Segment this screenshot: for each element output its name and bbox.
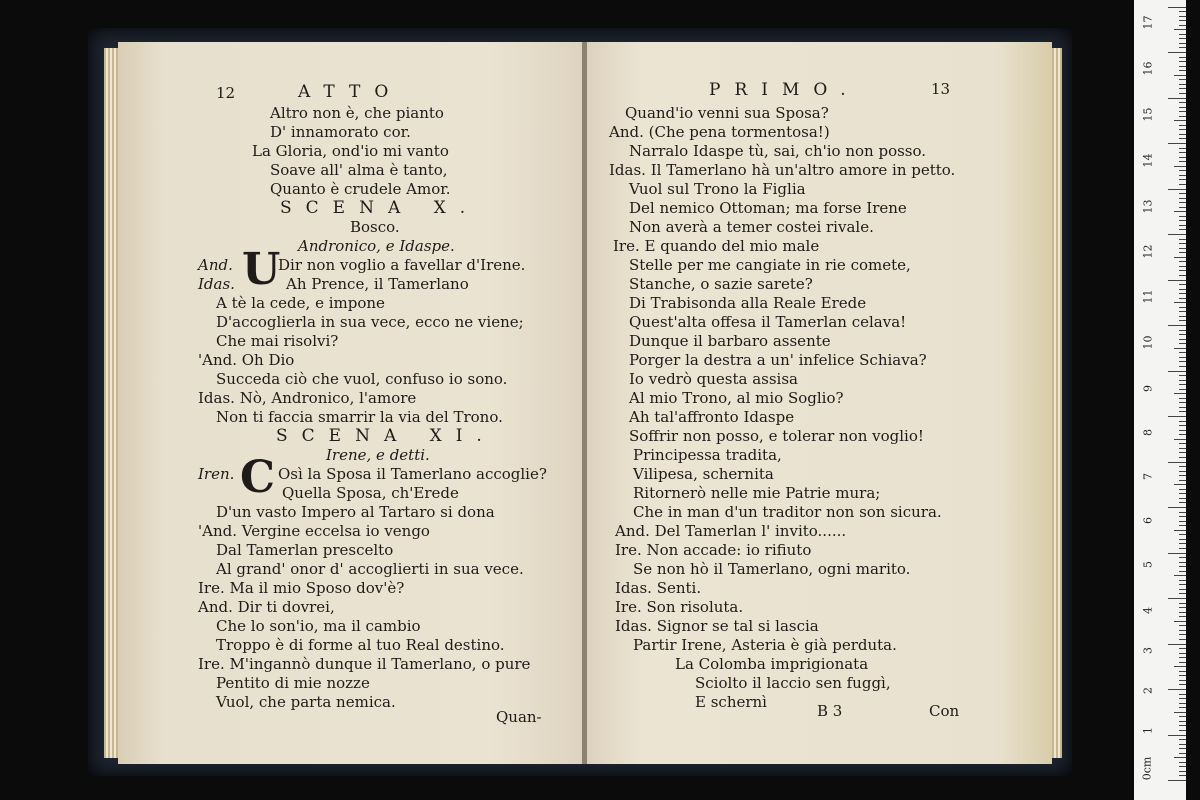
ruler-tick	[1179, 34, 1186, 35]
ruler-tick	[1179, 571, 1186, 572]
ruler-tick	[1179, 657, 1186, 658]
ruler-tick	[1179, 20, 1186, 21]
ruler-tick	[1179, 534, 1186, 535]
ruler-number: 6	[1141, 517, 1155, 524]
ruler-tick	[1179, 79, 1186, 80]
ruler-number: 5	[1141, 561, 1155, 568]
ruler-number: 2	[1141, 687, 1155, 694]
ruler-tick	[1168, 325, 1186, 326]
catchword: Quan-	[496, 708, 542, 726]
text-line: La Colomba imprigionata	[675, 655, 869, 673]
ruler-tick	[1174, 666, 1186, 667]
text-line: Se non hò il Tamerlano, ogni marito.	[633, 560, 911, 578]
text-line: 'And. Vergine eccelsa io vengo	[198, 522, 430, 540]
ruler-tick	[1179, 11, 1186, 12]
ruler-tick	[1179, 47, 1186, 48]
text-line: Soffrir non posso, e tolerar non voglio!	[629, 427, 924, 445]
ruler-tick	[1179, 129, 1186, 130]
measurement-ruler	[1134, 0, 1186, 800]
stage-direction: Bosco.	[350, 218, 400, 236]
ruler-tick	[1168, 644, 1186, 645]
ruler-tick	[1179, 407, 1186, 408]
ruler-tick	[1179, 198, 1186, 199]
ruler-tick	[1179, 352, 1186, 353]
ruler-tick	[1179, 411, 1186, 412]
ruler-tick	[1168, 52, 1186, 53]
ruler-tick	[1168, 780, 1186, 781]
ruler-tick	[1179, 612, 1186, 613]
ruler-tick	[1179, 357, 1186, 358]
ruler-tick	[1179, 584, 1186, 585]
text-line: Ire. M'ingannò dunque il Tamerlano, o pure	[198, 655, 531, 673]
text-line: Idas. Signor se tal si lascia	[615, 617, 819, 635]
text-line: And. Dir ti dovrei,	[198, 598, 335, 616]
ruler-tick	[1179, 116, 1186, 117]
ruler-tick	[1179, 343, 1186, 344]
ruler-tick	[1179, 66, 1186, 67]
ruler-tick	[1168, 371, 1186, 372]
text-line: Io vedrò questa assisa	[629, 370, 798, 388]
ruler-tick	[1179, 639, 1186, 640]
page-number: 13	[931, 80, 951, 98]
ruler-tick	[1179, 671, 1186, 672]
ruler-tick	[1179, 261, 1186, 262]
text-line: Quest'alta offesa il Tamerlan celava!	[629, 313, 907, 331]
running-header: PRIMO.	[709, 80, 860, 100]
ruler-tick	[1174, 484, 1186, 485]
text-line: Al mio Trono, al mio Soglio?	[629, 389, 844, 407]
ruler-tick	[1179, 248, 1186, 249]
ruler-tick	[1179, 430, 1186, 431]
text-line: E schernì	[695, 693, 767, 711]
right-page	[587, 42, 1052, 764]
ruler-tick	[1179, 316, 1186, 317]
ruler-number: 8	[1141, 429, 1155, 436]
ruler-tick	[1174, 348, 1186, 349]
ruler-tick	[1179, 566, 1186, 567]
ruler-tick	[1179, 448, 1186, 449]
ruler-tick	[1179, 548, 1186, 549]
ruler-tick	[1179, 225, 1186, 226]
ruler-tick	[1168, 98, 1186, 99]
text-line: Idas. Il Tamerlano hà un'altro amore in petto.	[609, 161, 956, 179]
ruler-tick	[1174, 75, 1186, 76]
ruler-tick	[1179, 298, 1186, 299]
ruler-tick	[1174, 530, 1186, 531]
ruler-tick	[1179, 43, 1186, 44]
ruler-tick	[1179, 275, 1186, 276]
ruler-tick	[1174, 211, 1186, 212]
ruler-tick	[1179, 202, 1186, 203]
page-number: 12	[216, 84, 236, 102]
ruler-tick	[1179, 138, 1186, 139]
ruler-tick	[1179, 70, 1186, 71]
ruler-tick	[1174, 120, 1186, 121]
ruler-tick	[1174, 29, 1186, 30]
ruler-tick	[1179, 16, 1186, 17]
ruler-tick	[1179, 471, 1186, 472]
catchword: Con	[929, 702, 960, 720]
ruler-tick	[1179, 452, 1186, 453]
text-line: Quella Sposa, ch'Erede	[282, 484, 459, 502]
ruler-tick	[1179, 152, 1186, 153]
ruler-tick	[1168, 689, 1186, 690]
ruler-tick	[1179, 771, 1186, 772]
ruler-tick	[1168, 507, 1186, 508]
speaker: Iren.	[198, 465, 235, 483]
text-line: Di Trabisonda alla Reale Erede	[629, 294, 867, 312]
ruler-tick	[1179, 334, 1186, 335]
text-line: Idas. Senti.	[615, 579, 702, 597]
text-line: D'un vasto Impero al Tartaro si dona	[216, 503, 495, 521]
text-line: Idas. Nò, Andronico, l'amore	[198, 389, 417, 407]
ruler-zero-label: 0cm	[1140, 756, 1154, 781]
ruler-tick	[1179, 475, 1186, 476]
ruler-tick	[1168, 553, 1186, 554]
ruler-tick	[1179, 562, 1186, 563]
text-line: Sciolto il laccio sen fuggì,	[695, 674, 891, 692]
ruler-tick	[1179, 161, 1186, 162]
ruler-tick	[1174, 302, 1186, 303]
ruler-tick	[1179, 625, 1186, 626]
ruler-tick	[1179, 525, 1186, 526]
ruler-tick	[1174, 166, 1186, 167]
ruler-tick	[1179, 361, 1186, 362]
text-line: Ire. E quando del mio male	[613, 237, 820, 255]
ruler-tick	[1179, 330, 1186, 331]
ruler-tick	[1179, 512, 1186, 513]
ruler-tick	[1168, 280, 1186, 281]
ruler-tick	[1179, 184, 1186, 185]
text-line: D' innamorato cor.	[270, 123, 411, 141]
drop-cap: C	[240, 452, 276, 503]
ruler-tick	[1179, 630, 1186, 631]
speaker: And.	[198, 256, 233, 274]
text-line: Dunque il barbaro assente	[629, 332, 831, 350]
text-line: Che lo son'io, ma il cambio	[216, 617, 421, 635]
text-line: Troppo è di forme al tuo Real destino.	[216, 636, 505, 654]
text-line: Altro non è, che pianto	[270, 104, 444, 122]
ruler-tick	[1179, 739, 1186, 740]
text-line: Porger la destra a un' infelice Schiava?	[629, 351, 927, 369]
ruler-tick	[1179, 102, 1186, 103]
text-line: Che mai risolvi?	[216, 332, 339, 350]
text-line: Narralo Idaspe tù, sai, ch'io non posso.	[629, 142, 927, 160]
ruler-tick	[1179, 593, 1186, 594]
left-page	[118, 42, 583, 764]
text-line: Vuol sul Trono la Figlia	[629, 180, 806, 198]
ruler-tick	[1179, 725, 1186, 726]
ruler-tick	[1179, 748, 1186, 749]
ruler-tick	[1179, 216, 1186, 217]
ruler-tick	[1179, 289, 1186, 290]
ruler-tick	[1179, 402, 1186, 403]
text-line: Pentito di mie nozze	[216, 674, 370, 692]
text-line: Non averà a temer costei rivale.	[629, 218, 874, 236]
text-line: Ire. Non accade: io rifiuto	[615, 541, 812, 559]
ruler-tick	[1179, 744, 1186, 745]
ruler-tick	[1179, 134, 1186, 135]
ruler-number: 12	[1141, 244, 1155, 259]
ruler-tick	[1179, 148, 1186, 149]
speaker: Idas.	[198, 275, 235, 293]
ruler-tick	[1179, 616, 1186, 617]
ruler-tick	[1168, 735, 1186, 736]
ruler-tick	[1179, 698, 1186, 699]
ruler-tick	[1179, 480, 1186, 481]
ruler-tick	[1179, 425, 1186, 426]
ruler-tick	[1179, 125, 1186, 126]
ruler-tick	[1174, 575, 1186, 576]
ruler-tick	[1179, 375, 1186, 376]
ruler-tick	[1179, 61, 1186, 62]
text-line: Quand'io venni sua Sposa?	[625, 104, 829, 122]
ruler-tick	[1179, 179, 1186, 180]
ruler-tick	[1179, 38, 1186, 39]
ruler-tick	[1168, 189, 1186, 190]
text-line: Che in man d'un traditor non son sicura.	[633, 503, 942, 521]
scene-heading: SCENA XI.	[276, 426, 496, 446]
drop-cap: U	[242, 244, 281, 295]
ruler-tick	[1174, 757, 1186, 758]
text-line: Ah Prence, il Tamerlano	[286, 275, 469, 293]
text-line: And. Del Tamerlan l' invito......	[615, 522, 847, 540]
ruler-tick	[1179, 466, 1186, 467]
ruler-number: 15	[1141, 107, 1155, 122]
ruler-number: 7	[1141, 473, 1155, 480]
ruler-number: 13	[1141, 199, 1155, 214]
ruler-tick	[1179, 580, 1186, 581]
text-line: A tè la cede, e impone	[216, 294, 385, 312]
text-line: Ah tal'affronto Idaspe	[629, 408, 795, 426]
text-line: D'accoglierla in sua vece, ecco ne viene;	[216, 313, 524, 331]
ruler-tick	[1179, 498, 1186, 499]
ruler-number: 3	[1141, 647, 1155, 654]
ruler-tick	[1168, 416, 1186, 417]
text-line: Stelle per me cangiate in rie comete,	[629, 256, 911, 274]
ruler-tick	[1179, 589, 1186, 590]
ruler-tick	[1179, 766, 1186, 767]
ruler-tick	[1179, 252, 1186, 253]
ruler-tick	[1179, 366, 1186, 367]
ruler-tick	[1179, 239, 1186, 240]
ruler-tick	[1179, 762, 1186, 763]
ruler-number: 14	[1141, 153, 1155, 168]
ruler-tick	[1179, 434, 1186, 435]
ruler-tick	[1179, 539, 1186, 540]
ruler-tick	[1179, 443, 1186, 444]
ruler-tick	[1174, 257, 1186, 258]
ruler-tick	[1179, 207, 1186, 208]
ruler-tick	[1179, 634, 1186, 635]
ruler-tick	[1168, 234, 1186, 235]
ruler-tick	[1179, 675, 1186, 676]
ruler-tick	[1179, 557, 1186, 558]
ruler-tick	[1179, 157, 1186, 158]
ruler-tick	[1179, 603, 1186, 604]
ruler-tick	[1179, 662, 1186, 663]
text-line: Del nemico Ottoman; ma forse Irene	[629, 199, 907, 217]
text-line: Dal Tamerlan prescelto	[216, 541, 394, 559]
text-line: And. (Che pena tormentosa!)	[609, 123, 830, 141]
text-line: Succeda ciò che vuol, confuso io sono.	[216, 370, 508, 388]
ruler-tick	[1179, 25, 1186, 26]
text-line: Soave all' alma è tanto,	[270, 161, 448, 179]
ruler-tick	[1179, 384, 1186, 385]
ruler-tick	[1179, 243, 1186, 244]
ruler-tick	[1179, 775, 1186, 776]
ruler-tick	[1179, 489, 1186, 490]
ruler-tick	[1179, 703, 1186, 704]
ruler-number: 11	[1141, 289, 1155, 304]
ruler-tick	[1179, 270, 1186, 271]
ruler-number: 10	[1141, 335, 1155, 350]
ruler-tick	[1179, 707, 1186, 708]
ruler-tick	[1179, 493, 1186, 494]
text-line: Osì la Sposa il Tamerlano accoglie?	[278, 465, 547, 483]
running-header: ATTO	[298, 82, 403, 102]
ruler-tick	[1179, 521, 1186, 522]
text-line: Al grand' onor d' accoglierti in sua vece.	[216, 560, 524, 578]
ruler-tick	[1179, 716, 1186, 717]
ruler-tick	[1179, 229, 1186, 230]
text-line: Ritornerò nelle mie Patrie mura;	[633, 484, 881, 502]
ruler-tick	[1179, 380, 1186, 381]
ruler-tick	[1179, 93, 1186, 94]
ruler-tick	[1179, 516, 1186, 517]
ruler-tick	[1179, 57, 1186, 58]
ruler-tick	[1179, 694, 1186, 695]
ruler-tick	[1179, 607, 1186, 608]
ruler-tick	[1179, 311, 1186, 312]
scene-heading: SCENA X.	[280, 198, 480, 218]
ruler-tick	[1179, 421, 1186, 422]
ruler-tick	[1179, 753, 1186, 754]
ruler-tick	[1179, 175, 1186, 176]
ruler-tick	[1174, 621, 1186, 622]
ruler-tick	[1168, 462, 1186, 463]
text-line: Vuol, che parta nemica.	[216, 693, 396, 711]
ruler-tick	[1174, 393, 1186, 394]
ruler-tick	[1168, 7, 1186, 8]
text-line: Ire. Son risoluta.	[615, 598, 744, 616]
ruler-tick	[1179, 653, 1186, 654]
text-line: Dir non voglio a favellar d'Irene.	[278, 256, 526, 274]
ruler-number: 1	[1141, 727, 1155, 734]
ruler-tick	[1168, 143, 1186, 144]
ruler-tick	[1179, 266, 1186, 267]
ruler-number: 4	[1141, 607, 1155, 614]
ruler-tick	[1179, 389, 1186, 390]
ruler-tick	[1179, 502, 1186, 503]
ruler-tick	[1179, 730, 1186, 731]
ruler-number: 17	[1141, 15, 1155, 30]
ruler-tick	[1179, 398, 1186, 399]
ruler-tick	[1179, 339, 1186, 340]
ruler-tick	[1179, 648, 1186, 649]
text-line: Ire. Ma il mio Sposo dov'è?	[198, 579, 405, 597]
ruler-tick	[1179, 307, 1186, 308]
character-list: Andronico, e Idaspe.	[298, 237, 455, 255]
ruler-tick	[1179, 684, 1186, 685]
ruler-tick	[1179, 193, 1186, 194]
ruler-tick	[1179, 320, 1186, 321]
signature-mark: B 3	[817, 702, 843, 720]
ruler-tick	[1179, 284, 1186, 285]
ruler-tick	[1179, 111, 1186, 112]
character-list: Irene, e detti.	[326, 446, 430, 464]
ruler-tick	[1179, 680, 1186, 681]
ruler-tick	[1179, 543, 1186, 544]
ruler-tick	[1179, 457, 1186, 458]
ruler-tick	[1179, 107, 1186, 108]
ruler-tick	[1174, 712, 1186, 713]
ruler-number: 9	[1141, 385, 1155, 392]
ruler-tick	[1179, 293, 1186, 294]
text-line: Stanche, o sazie sarete?	[629, 275, 813, 293]
text-line: Principessa tradita,	[633, 446, 782, 464]
ruler-tick	[1168, 598, 1186, 599]
ruler-tick	[1174, 439, 1186, 440]
ruler-number: 16	[1141, 61, 1155, 76]
text-line: Partir Irene, Asteria è già perduta.	[633, 636, 897, 654]
ruler-tick	[1179, 220, 1186, 221]
text-line: Non ti faccia smarrir la via del Trono.	[216, 408, 503, 426]
ruler-tick	[1179, 88, 1186, 89]
text-line: Quanto è crudele Amor.	[270, 180, 451, 198]
text-line: 'And. Oh Dio	[198, 351, 295, 369]
text-line: La Gloria, ond'io mi vanto	[252, 142, 449, 160]
ruler-tick	[1179, 170, 1186, 171]
text-line: Vilipesa, schernita	[633, 465, 774, 483]
ruler-tick	[1179, 84, 1186, 85]
ruler-tick	[1179, 721, 1186, 722]
